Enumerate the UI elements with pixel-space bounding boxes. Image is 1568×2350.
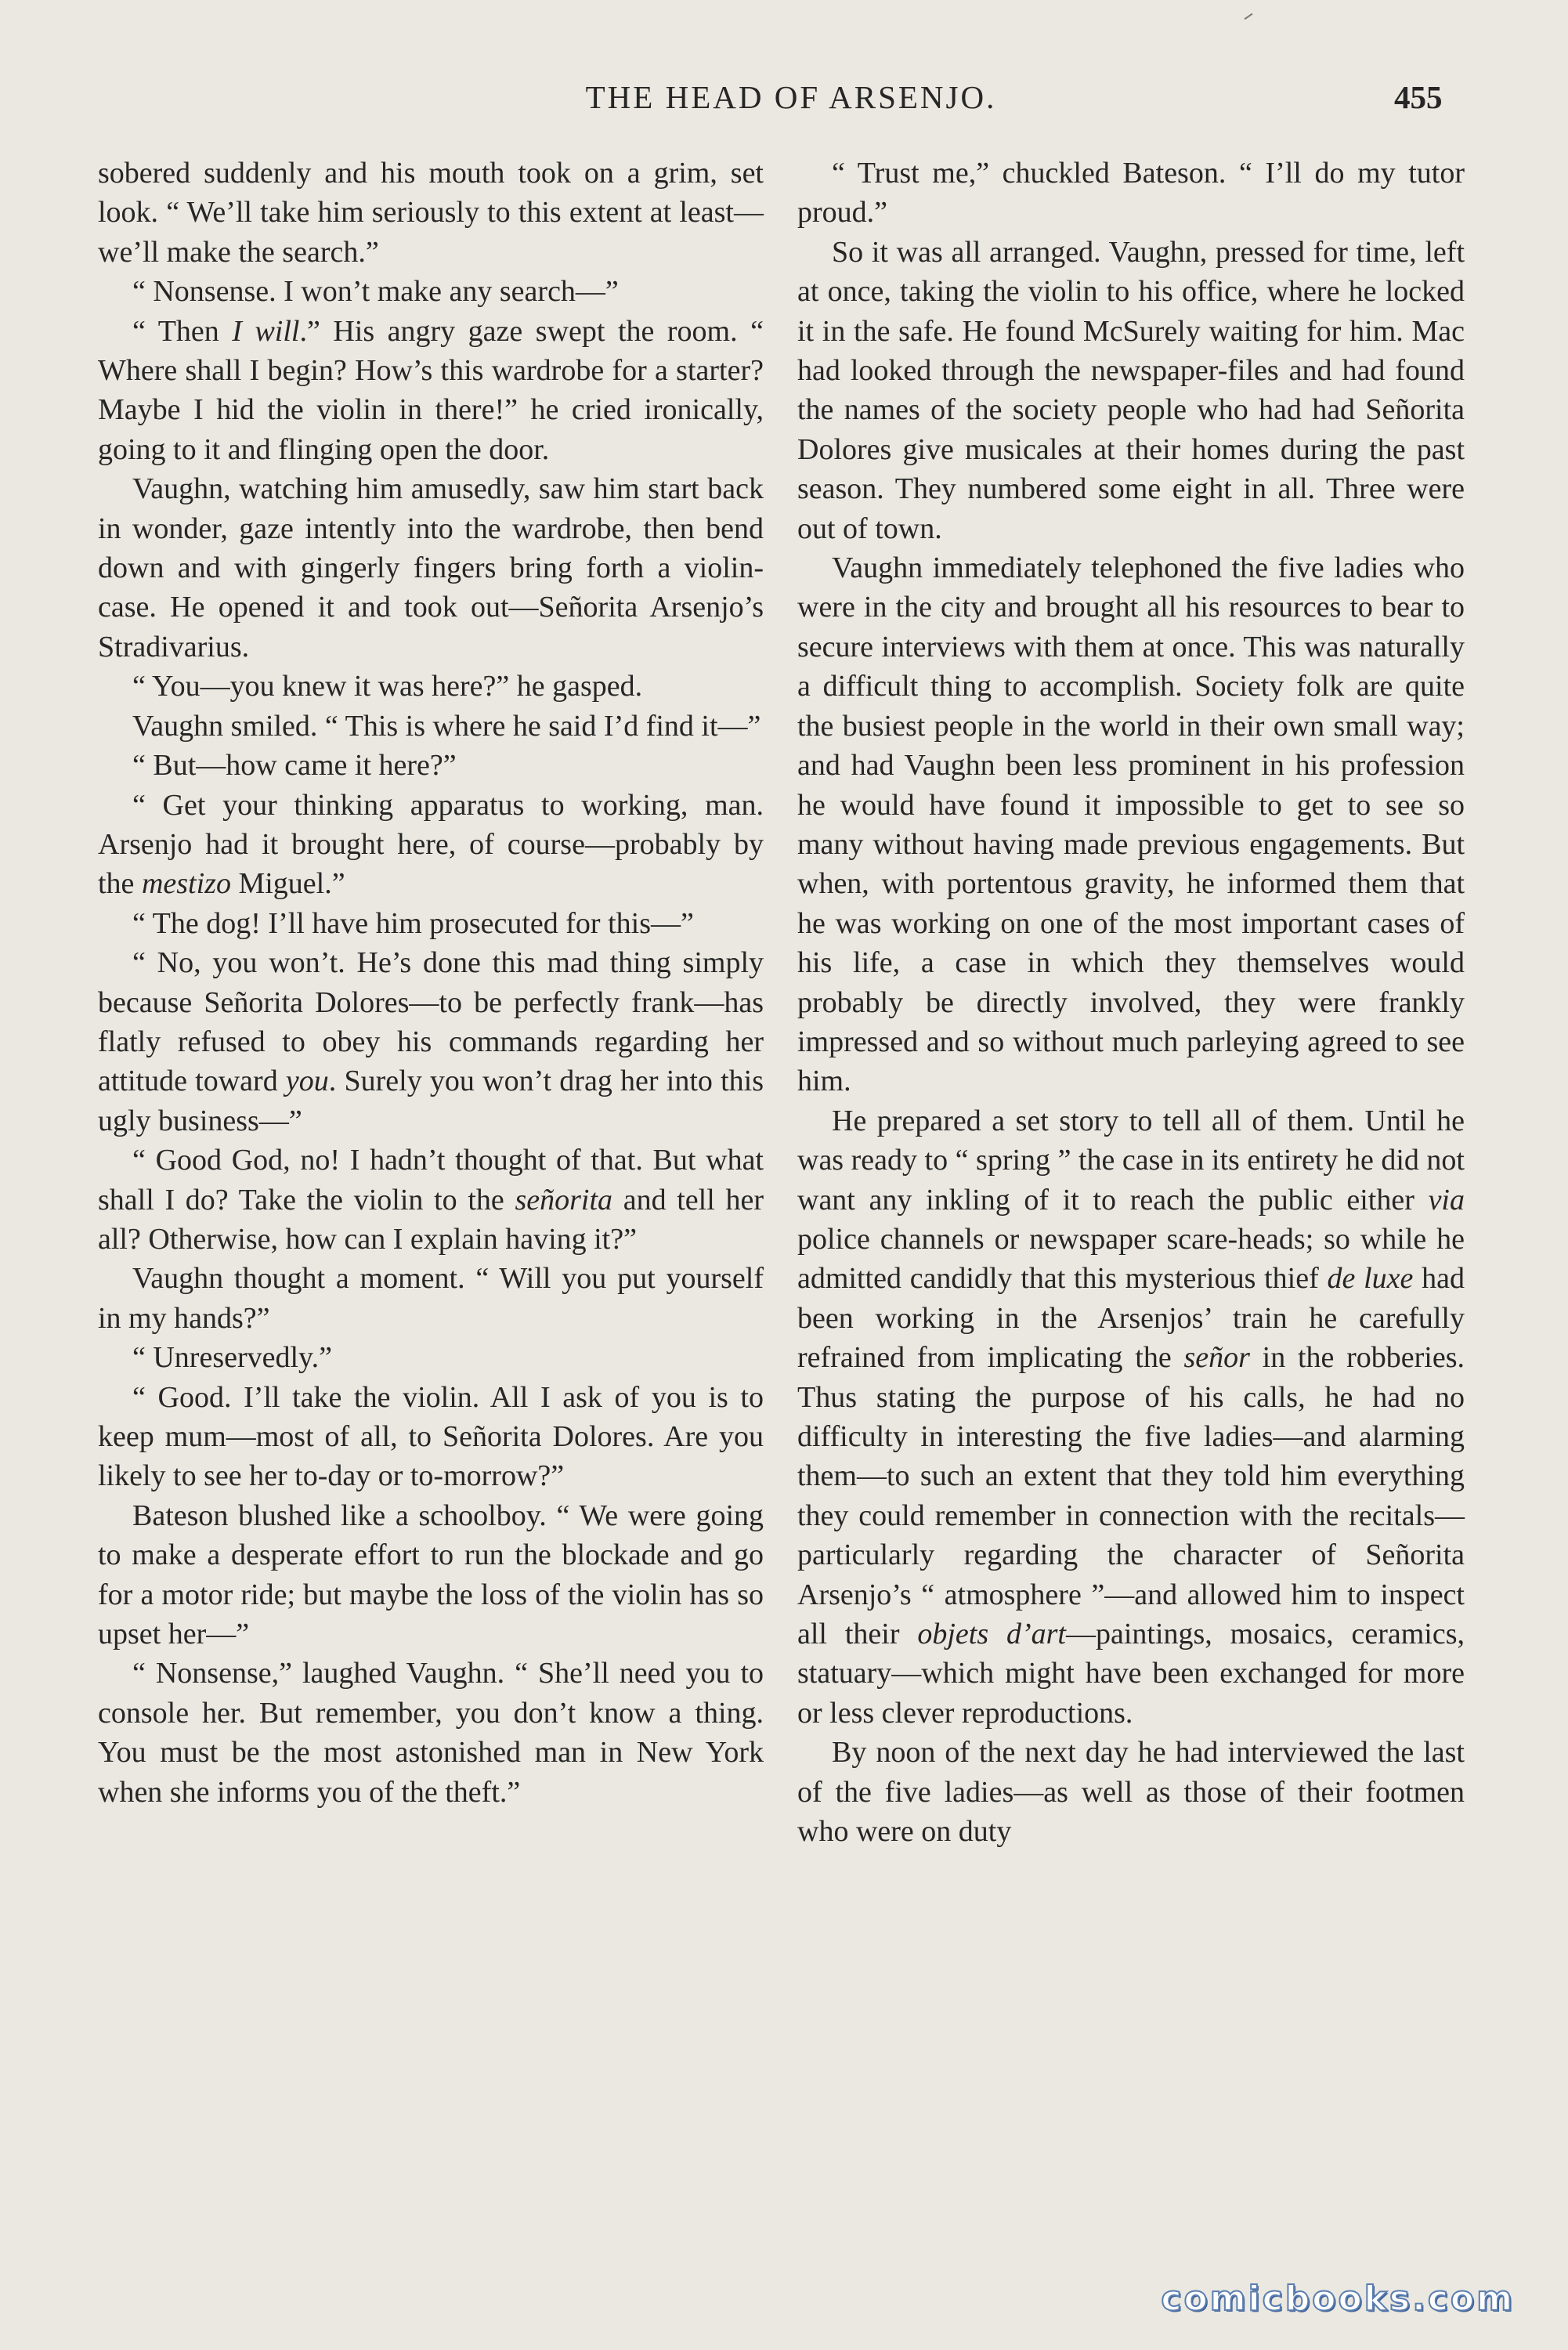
paragraph: “ Unreservedly.”: [132, 1341, 332, 1375]
paragraph: So it was all arranged. Vaughn, pressed for time, left at once, taking the violin to his office, where he locked it in the safe. He found McSurely waiting for him. Mac had looked through the newspaper-files and had found the names of the society people who had had Señorita Dolores give musicales at their homes during the past season. They numbered some eight in all. Three were out of town.: [797, 235, 1465, 545]
paragraph: “ Good. I’ll take the violin. All I ask of you is to keep mum—most of all, to Señorita Dolores. Are you likely to see her to-day or to-morrow?”: [98, 1380, 764, 1493]
right-column: [797, 154, 1465, 1851]
paragraph: Bateson blushed like a schoolboy. “ We were going to make a desperate effort to run the blockade and go for a motor ride; but maybe the loss of the violin has so upset her—”: [98, 1499, 764, 1651]
paragraph: “ The dog! I’ll have him prosecuted for this—”: [132, 906, 694, 940]
paragraph: “ Nonsense,” laughed Vaughn. “ She’ll need you to console her. But remember, you don’t know a thing. You must be the most astonished man in New York when she informs you of the theft.”: [98, 1657, 764, 1809]
left-column: [98, 154, 764, 1812]
paragraph: sobered suddenly and his mouth took on a grim, set look. “ We’ll take him seriously to this extent at least—we’ll make the search.”: [98, 157, 764, 269]
paragraph: “ Then I will.” His angry gaze swept the room. “ Where shall I begin? How’s this wardrobe for a starter? Maybe I hid the violin in there!” he cried ironically, going to it and flinging open the door.: [98, 314, 764, 466]
paragraph: “ Get your thinking apparatus to working, man. Arsenjo had it brought here, of course—probably by the mestizo Miguel.”: [98, 788, 764, 901]
paragraph: Vaughn immediately telephoned the five ladies who were in the city and brought all his resources to bear to secure interviews with them at once. This was naturally a difficult thing to accomplish. Society folk are quite the busiest people in the world in their own small way; and had Vaughn been less prominent in his profession he would have found it impossible to get to see so many without having made previous engagements. But when, with portentous gravity, he informed them that he was working on one of the most important cases of his life, a case in which they themselves would probably be directly involved, they were frankly impressed and so without much parleying agreed to see him.: [797, 551, 1465, 1098]
paragraph: “ You—you knew it was here?” he gasped.: [132, 670, 643, 703]
page-number: 455: [1394, 79, 1443, 115]
paragraph: Vaughn smiled. “ This is where he said I’d find it—”: [132, 709, 761, 743]
paragraph: By noon of the next day he had interviewed the last of the five ladies—as well as those of their footmen who were on duty: [797, 1736, 1465, 1849]
paragraph: “ But—how came it here?”: [132, 749, 457, 783]
running-title: THE HEAD OF ARSENJO.: [585, 79, 997, 115]
paragraph: He prepared a set story to tell all of them. Until he was ready to “ spring ” the case in its entirety he did not want any inkling of it to reach the public either via police channels or newspaper scare-heads; so while he admitted candidly that this mysterious thief de luxe had been working in the Arsenjos’ train he carefully refrained from implicating the señor in the robberies. Thus stating the purpose of his calls, he had no difficulty in interesting the five ladies—and alarming them—to such an extent that they told him everything they could remember in connection with the recitals—particularly regarding the character of Señorita Arsenjo’s “ atmosphere ”—and allowed him to inspect all their objets d’art—paintings, mosaics, ceramics, statuary—which might have been exchanged for more or less clever reproductions.: [797, 1104, 1465, 1730]
paragraph: Vaughn, watching him amusedly, saw him start back in wonder, gaze intently into the wardrobe, then bend down and with gingerly fingers bring forth a violin-case. He opened it and took out—Señorita Arsenjo’s Stradivarius.: [98, 472, 764, 663]
paragraph: “ Nonsense. I won’t make any search—”: [132, 275, 619, 309]
paragraph: “ Trust me,” chuckled Bateson. “ I’ll do my tutor proud.”: [797, 157, 1465, 230]
paragraph: “ No, you won’t. He’s done this mad thing simply because Señorita Dolores—to be perfectly frank—has flatly refused to obey his commands regarding her attitude toward you. Surely you won’t drag her into this ugly business—”: [98, 946, 764, 1137]
paragraph: Vaughn thought a moment. “ Will you put yourself in my hands?”: [98, 1262, 764, 1335]
watermark-logo: comicbooks.com: [1161, 2279, 1515, 2319]
paragraph: “ Good God, no! I hadn’t thought of that. But what shall I do? Take the violin to the señorita and tell her all? Otherwise, how can I explain having it?”: [98, 1144, 764, 1256]
page-header: [0, 78, 1568, 125]
pen-mark: [1245, 13, 1253, 20]
